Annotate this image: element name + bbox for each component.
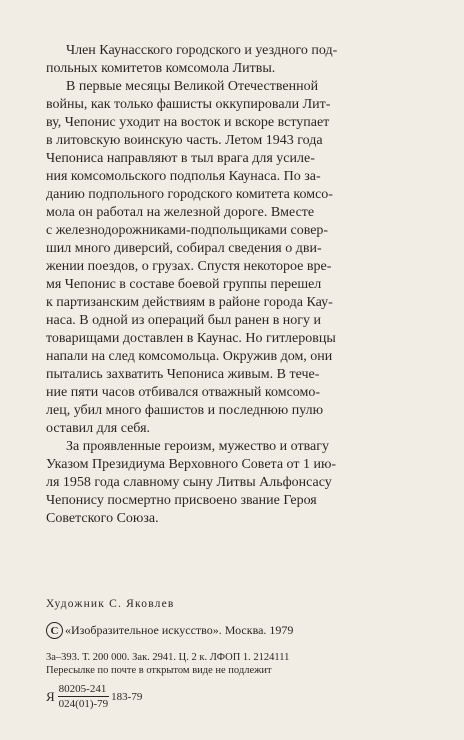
biography-text (46, 42, 416, 528)
catalog-number (46, 683, 426, 710)
publisher-line (46, 622, 426, 639)
imprint-block (46, 651, 426, 677)
imprint-line-1: 3а–393. Т. 200 000. Зак. 2941. Ц. 2 к. ЛФОП 1. 2124111 (46, 652, 290, 663)
paragraph-membership: Член Каунасского городского и уездного под- польных комитетов комсомола Литвы. (46, 43, 338, 76)
paragraph-award: За проявленные героизм, мужество и отвагу Указом Президиума Верховного Совета от 1 ию- ля 1958 года славному сыну Литвы Альфонсасу Чепонису посмертно присвоено звание Героя Советского Союза. (46, 439, 337, 526)
publication-credits (46, 598, 426, 710)
artist-credit: Художник С. Яковлев (46, 598, 175, 610)
catalog-denominator: 024(01)-79 (58, 698, 109, 710)
imprint-line-2: Пересылке по почте в открытом виде не подлежит (46, 665, 272, 676)
copyright-icon: С (46, 622, 63, 639)
paragraph-war-service: В первые месяцы Великой Отечественной войны, как только фашисты оккупировали Лит- ву, Чепонис уходит на восток и вскоре вступает в литовскую воинскую часть. Летом 1943 года Чепониса направляют в тыл врага для усиле- ния комсомольского подполья Каунаса. По за- данию подпольного городского комитета комсо- мола он работал на железной дороге. Вместе с железнодорожниками-подпольщиками совер- шил много диверсий, собирал сведения о дви- жении поездов, о грузах. Спустя некоторое вре- мя Чепонис в составе боевой группы перешел к партизанским действиям в районе города Кау- наса. В одной из операций был ранен в ногу и товарищами доставлен в Каунас. Но гитлеровцы напали на след комсомольца. Окружив дом, они пытались захватить Чепониса живым. В тече- ние пяти часов отбивался отважный комсомо- лец, убил много фашистов и последнюю пулю оставил для себя. (46, 79, 336, 436)
catalog-letter: Я (46, 688, 55, 704)
catalog-code: 183-79 (111, 690, 143, 703)
catalog-numerator: 80205-241 (58, 683, 110, 697)
catalog-fraction (58, 683, 110, 710)
publisher-text: «Изобразительное искусство». Москва. 1979 (65, 623, 294, 637)
